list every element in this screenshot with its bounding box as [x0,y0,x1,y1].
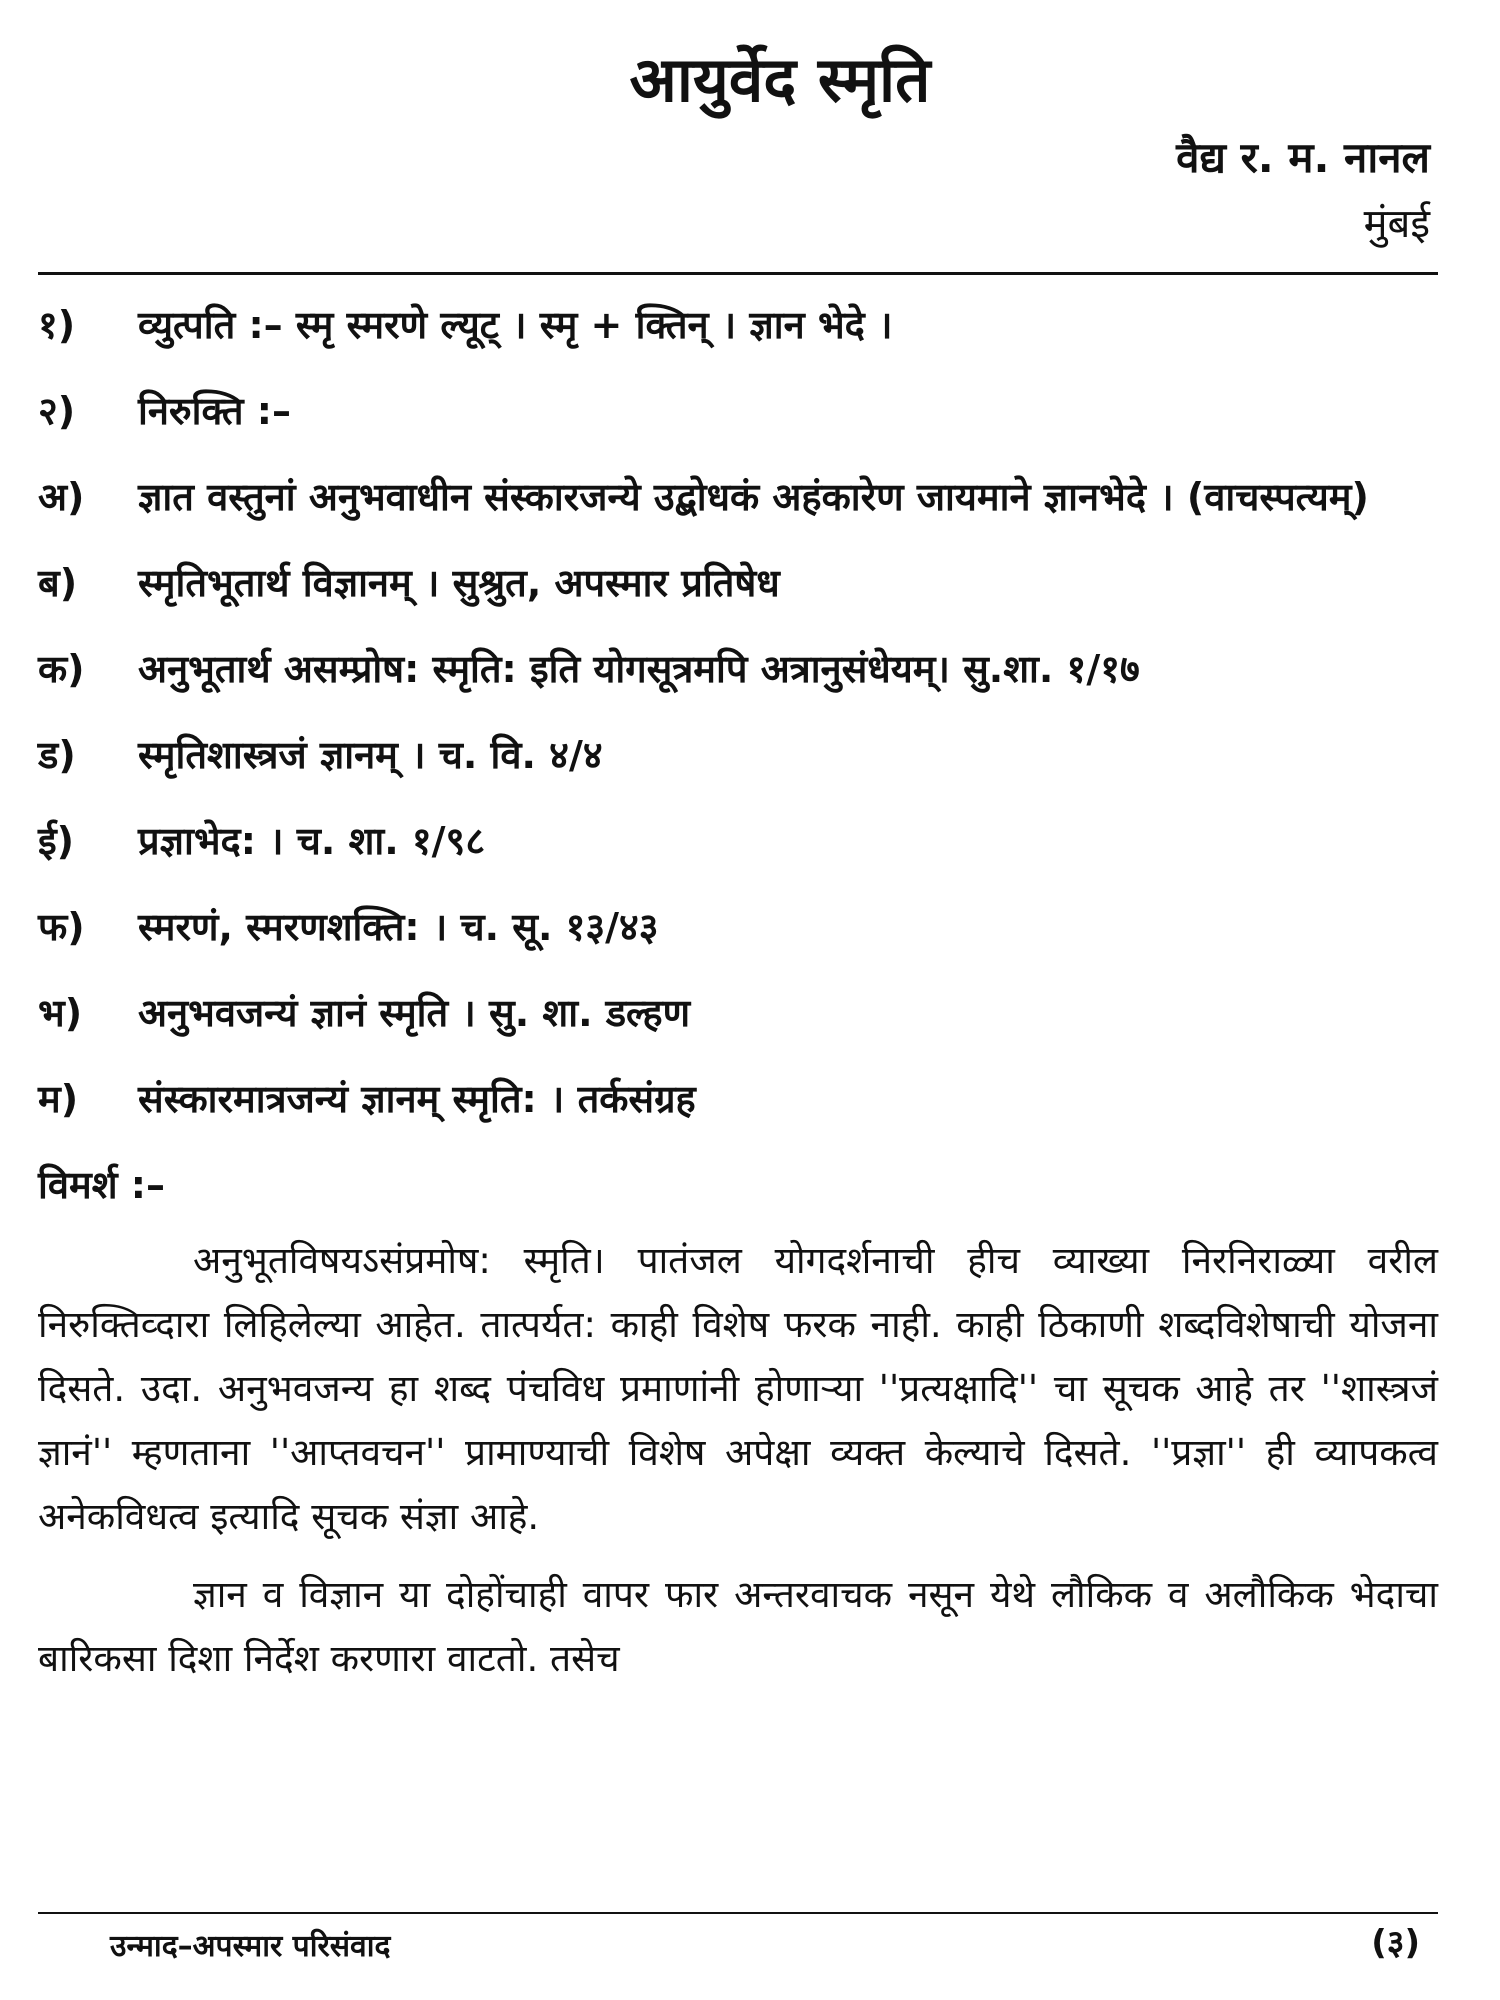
body-paragraph: ज्ञान व विज्ञान या दोहोंचाही वापर फार अन्तरवाचक नसून येथे लौकिक व अलौकिक भेदाचा बारिकसा दिशा निर्देश करणारा वाटतो. तसेच [38,1573,1438,1680]
list-item [38,295,1438,355]
list-item [38,725,1438,785]
item-text: स्मरणं, स्मरणशक्ति: । च. सू. १३/४३ [138,905,659,949]
item-marker: ब) [38,561,78,605]
item-text: स्मृतिशास्त्रजं ज्ञानम् । च. वि. ४/४ [138,733,603,777]
item-text: प्रज्ञाभेद: । च. शा. १/९८ [138,819,486,863]
list-item [38,553,1438,613]
list-item [38,467,1438,527]
item-marker: भ) [38,991,83,1035]
item-marker: फ) [38,905,85,949]
author-place: मुंबई [1363,201,1430,247]
item-text: ज्ञात वस्तुनां अनुभवाधीन संस्कारजन्ये उद्बोधकं अहंकारेण जायमाने ज्ञानभेदे । (वाचस्पत्यम्) [138,475,1369,519]
section-heading: विमर्श :– [38,1163,165,1207]
list-item [38,639,1438,699]
article-title: आयुर्वेद स्मृति [629,43,931,116]
item-marker: ई) [38,819,75,863]
article-body [38,295,1438,1705]
header-divider [38,272,1438,275]
list-item [38,381,1438,441]
item-text: अनुभूतार्थ असम्प्रोष: स्मृति: इति योगसूत्रमपि अत्रानुसंधेयम्। सु.शा. १/१७ [138,647,1140,691]
page-number: (३) [1371,1923,1420,1963]
item-marker: क) [38,647,85,691]
item-text: व्युत्पति :– स्मृ स्मरणे ल्यूट् । स्मृ + क्तिन् । ज्ञान भेदे । [138,303,893,347]
item-text: अनुभवजन्यं ज्ञानं स्मृति । सु. शा. डल्हण [138,991,691,1035]
item-marker: अ) [38,475,85,519]
item-marker: ड) [38,733,76,777]
item-marker: २) [38,389,76,433]
list-item [38,1069,1438,1129]
footer-divider [38,1912,1438,1914]
item-text: संस्कारमात्रजन्यं ज्ञानम् स्मृति: । तर्कसंग्रह [138,1077,696,1121]
list-item [38,897,1438,957]
author-block [1176,125,1430,257]
item-marker: म) [38,1077,79,1121]
body-paragraph: अनुभूतविषयऽसंप्रमोष: स्मृति। पातंजल योगदर्शनाची हीच व्याख्या निरनिराळ्या वरील निरुक्तिव्दारा लिहिलेल्या आहेत. तात्पर्यत: काही विशेष फरक नाही. काही ठिकाणी शब्दविशेषाची योजना दिसते. उदा. अनुभवजन्य हा शब्द पंचविध प्रमाणांनी होणाऱ्या ''प्रत्यक्षादि'' चा सूचक आहे तर ''शास्त्रजं ज्ञानं'' म्हणताना ''आप्तवचन'' प्रामाण्याची विशेष अपेक्षा व्यक्त केल्याचे दिसते. ''प्रज्ञा'' ही व्यापकत्व अनेकविधत्व इत्यादि सूचक संज्ञा आहे. [38,1239,1438,1538]
author-name: वैद्य र. म. नानल [1176,133,1430,182]
item-marker: १) [38,303,76,347]
footer-title: उन्माद–अपस्मार परिसंवाद [110,1929,391,1964]
list-item [38,983,1438,1043]
list-item [38,811,1438,871]
item-text: स्मृतिभूतार्थ विज्ञानम् । सुश्रुत, अपस्मार प्रतिषेध [138,561,780,605]
item-text: निरुक्ति :– [138,389,291,433]
